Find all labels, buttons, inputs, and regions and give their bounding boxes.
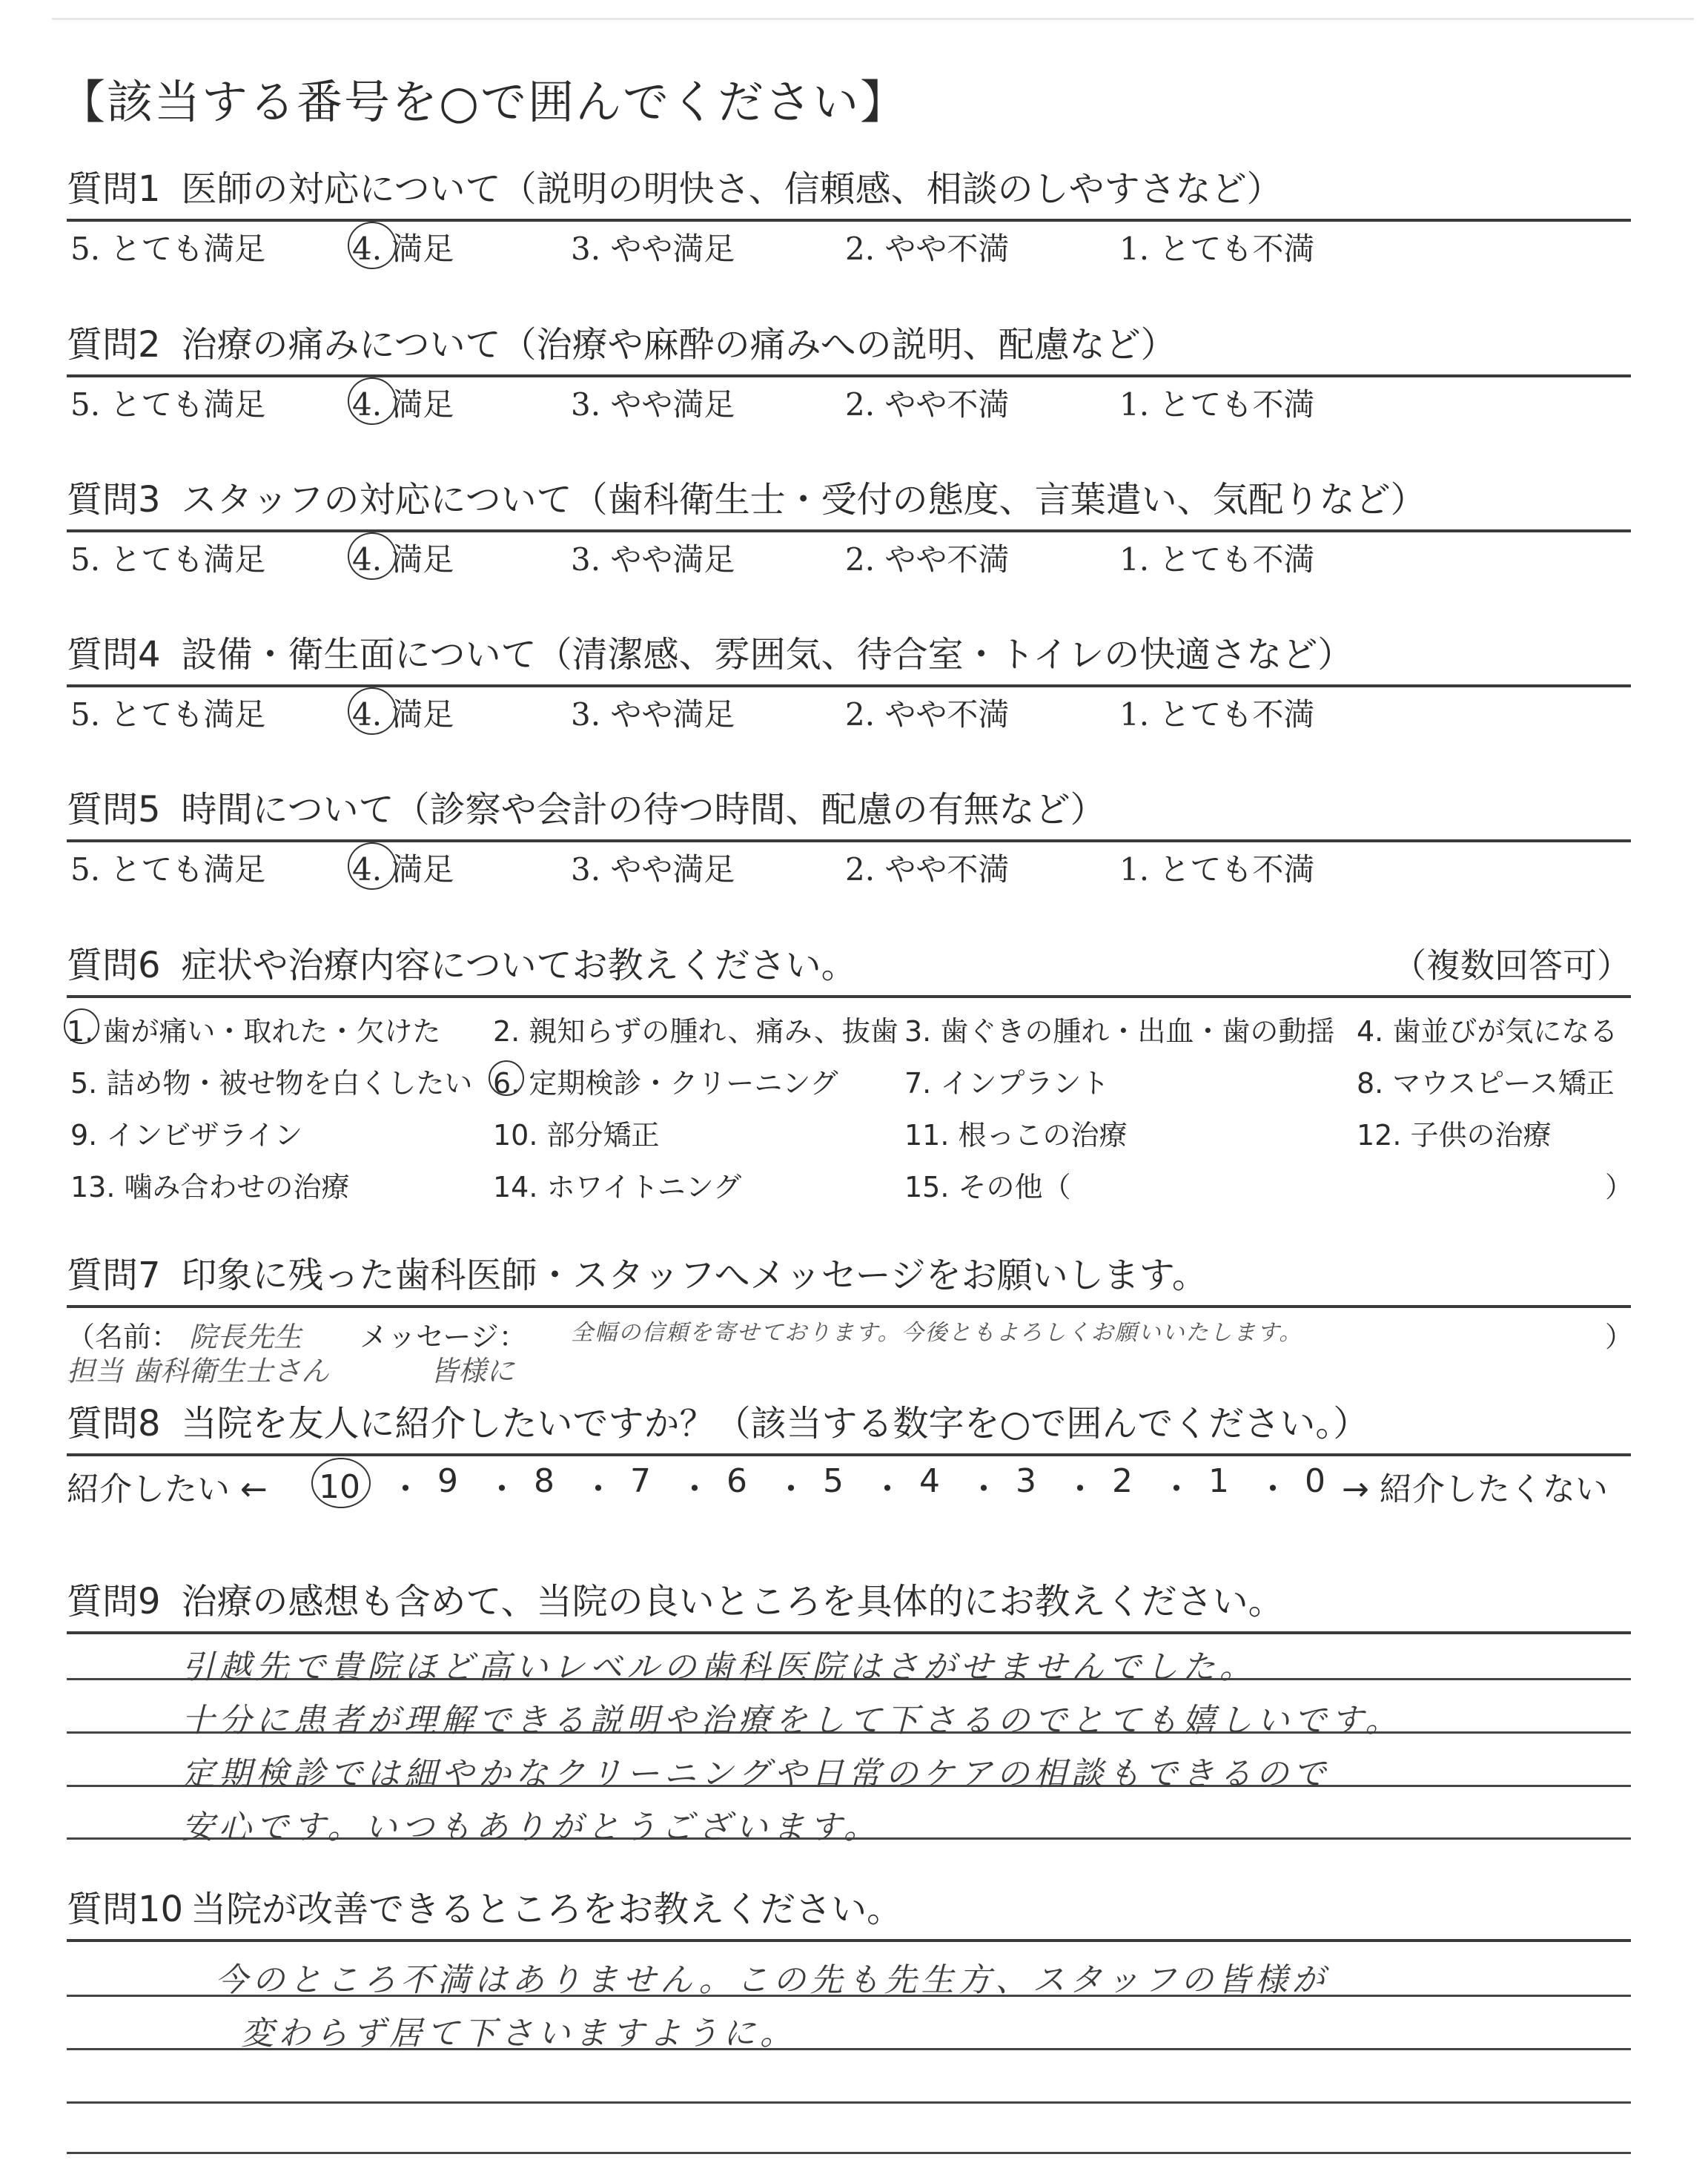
selection-circle: [348, 377, 397, 425]
scale-dot: ・: [389, 1470, 422, 1508]
scale-dot: ・: [871, 1470, 904, 1508]
question-rule: [67, 1939, 1631, 1942]
selection-circle: [348, 687, 397, 735]
symptom-option-9[interactable]: 9. インビザライン: [70, 1119, 303, 1152]
option-3[interactable]: 3. やや満足: [571, 851, 735, 888]
question-7-title: [67, 1246, 1631, 1305]
question-2: [67, 315, 1631, 422]
page-header: 【該当する番号を○で囲んでください】: [59, 75, 908, 129]
question-2-title: [67, 315, 1631, 374]
scale-dot: ・: [775, 1470, 807, 1508]
question-9-title: [67, 1572, 1631, 1631]
option-2[interactable]: 2. やや不満: [845, 541, 1010, 578]
question-number: 質問8: [67, 1403, 161, 1444]
question-10-title: [67, 1880, 1631, 1939]
rating-options: [67, 377, 1631, 422]
recommend-scale: 紹介したい ← 10 ・ 9 ・ 8 ・ 7 ・ 6 ・ 5 ・ 4 ・ 3 ・ 2 ・ 1 ・ 0 → 紹介したくない: [67, 1456, 1631, 1508]
selection-circle: [64, 1008, 99, 1044]
question-3: [67, 470, 1631, 577]
symptom-option-5[interactable]: 5. 詰め物・被せ物を白くしたい: [70, 1067, 473, 1100]
question-number: 質問2: [67, 324, 161, 366]
question-text: 症状や治療内容についてお教えください。: [181, 945, 857, 986]
option-5[interactable]: 5. とても満足: [70, 541, 266, 578]
scale-dot: ・: [967, 1470, 1000, 1508]
option-5[interactable]: 5. とても満足: [70, 386, 266, 423]
question-number: 質問4: [67, 634, 161, 676]
symptom-option-15-close: ）: [1605, 1171, 1634, 1203]
option-3[interactable]: 3. やや満足: [571, 386, 735, 423]
selection-circle: [348, 532, 397, 580]
multiple-answer-note: （複数回答可）: [1392, 945, 1631, 985]
option-1[interactable]: 1. とても不満: [1119, 386, 1315, 423]
scale-value-3[interactable]: 3: [1016, 1462, 1036, 1500]
answer-line-2: 十分に患者が理解できる説明や治療をして下さるのでとても嬉しいです。: [182, 1702, 1403, 1740]
question-text: 設備・衛生面について（清潔感、雰囲気、待合室・トイレの快適さなど）: [181, 634, 1354, 676]
question-5: [67, 780, 1631, 887]
scale-value-6[interactable]: 6: [726, 1462, 747, 1500]
scale-value-9[interactable]: 9: [437, 1462, 458, 1500]
scale-value-7[interactable]: 7: [630, 1462, 651, 1500]
option-2[interactable]: 2. やや不満: [845, 851, 1010, 888]
symptom-option-6-selected[interactable]: 6. 定期検診・クリーニング: [493, 1060, 838, 1101]
staff-name-handwritten: 院長先生: [189, 1321, 302, 1353]
answer-line-4: 安心です。いつもありがとうございます。: [182, 1809, 881, 1846]
writing-line: [67, 2101, 1631, 2104]
selection-circle: [348, 842, 397, 890]
question-9: [67, 1572, 1631, 1634]
symptom-option-4[interactable]: 4. 歯並びが気になる: [1357, 1015, 1618, 1048]
top-border: [52, 18, 1694, 20]
improvement-line-2: 変わらず居て下さいますように。: [241, 2015, 797, 2052]
option-1[interactable]: 1. とても不満: [1119, 696, 1315, 733]
question-text: 時間について（診察や会計の待つ時間、配慮の有無など）: [181, 789, 1106, 830]
option-4-selected[interactable]: 4. 満足: [352, 535, 454, 580]
option-5[interactable]: 5. とても満足: [70, 851, 266, 888]
option-2[interactable]: 2. やや不満: [845, 231, 1010, 267]
symptom-option-1-selected[interactable]: 1. 歯が痛い・取れた・欠けた: [67, 1008, 440, 1049]
scale-dot: ・: [486, 1470, 518, 1508]
question-1-title: [67, 159, 1631, 219]
question-text: 治療の感想も含めて、当院の良いところを具体的にお教えください。: [181, 1581, 1284, 1622]
scale-right-label: → 紹介したくない: [1342, 1470, 1608, 1508]
option-5[interactable]: 5. とても満足: [70, 231, 266, 267]
scale-dot: ・: [1257, 1470, 1289, 1508]
question-7: [67, 1246, 1634, 1387]
question-6: [67, 936, 1634, 1213]
symptom-option-10[interactable]: 10. 部分矯正: [493, 1119, 660, 1152]
scale-value-2[interactable]: 2: [1112, 1462, 1133, 1500]
question-8-title: [67, 1394, 1631, 1453]
writing-line: [67, 2152, 1631, 2154]
question-4-title: [67, 625, 1631, 684]
question-text: 当院を友人に紹介したいですか？（該当する数字を○で囲んでください。）: [181, 1403, 1369, 1444]
question-number: 質問10: [67, 1889, 184, 1930]
question-text: 当院が改善できるところをお教えください。: [191, 1889, 903, 1930]
question-text: 治療の痛みについて（治療や麻酔の痛みへの説明、配慮など）: [181, 324, 1176, 366]
question-number: 質問9: [67, 1581, 161, 1622]
message-handwritten: 全幅の信頼を寄せております。今後ともよろしくお願いいたします。: [571, 1320, 1303, 1346]
option-3[interactable]: 3. やや満足: [571, 696, 735, 733]
option-5[interactable]: 5. とても満足: [70, 696, 266, 733]
scale-dot: ・: [678, 1470, 711, 1508]
option-3[interactable]: 3. やや満足: [571, 541, 735, 578]
question-number: 質問1: [67, 168, 161, 210]
rating-options: [67, 842, 1631, 887]
scale-value-4[interactable]: 4: [919, 1462, 940, 1500]
option-1[interactable]: 1. とても不満: [1119, 851, 1315, 888]
symptom-option-11[interactable]: 11. 根っこの治療: [904, 1119, 1128, 1152]
question-number: 質問7: [67, 1255, 161, 1296]
option-2[interactable]: 2. やや不満: [845, 386, 1010, 423]
question-6-title: [67, 936, 1631, 995]
selection-circle: [489, 1060, 524, 1096]
question-number: 質問3: [67, 479, 161, 521]
symptom-option-13[interactable]: 13. 噛み合わせの治療: [70, 1171, 350, 1203]
symptom-option-8[interactable]: 8. マウスピース矯正: [1357, 1067, 1615, 1100]
option-1[interactable]: 1. とても不満: [1119, 231, 1315, 267]
symptom-option-3[interactable]: 3. 歯ぐきの腫れ・出血・歯の動揺: [904, 1015, 1335, 1048]
symptom-option-2[interactable]: 2. 親知らずの腫れ、痛み、抜歯: [493, 1015, 898, 1048]
option-1[interactable]: 1. とても不満: [1119, 541, 1315, 578]
scale-dot: ・: [1064, 1470, 1096, 1508]
rating-options: [67, 222, 1631, 266]
question-text: 医師の対応について（説明の明快さ、信頼感、相談のしやすさなど）: [181, 168, 1282, 210]
message-handwritten-prefix: 皆様に: [430, 1355, 515, 1387]
symptom-option-14[interactable]: 14. ホワイトニング: [493, 1171, 742, 1203]
scale-value-5[interactable]: 5: [823, 1462, 844, 1500]
option-2[interactable]: 2. やや不満: [845, 696, 1010, 733]
scale-value-8[interactable]: 8: [534, 1462, 555, 1500]
close-paren: ）: [1605, 1321, 1634, 1353]
question-5-title: [67, 780, 1631, 839]
option-4-selected[interactable]: 4. 満足: [352, 690, 454, 735]
question-number: 質問6: [67, 945, 161, 986]
rating-options: [67, 532, 1631, 577]
improvement-line-1: 今のところ不満はありません。この先も先生方、スタッフの皆様が: [215, 1961, 1329, 1999]
scale-value-1[interactable]: 1: [1208, 1462, 1229, 1500]
symptom-option-15[interactable]: 15. その他（: [904, 1171, 1071, 1203]
rating-options: [67, 687, 1631, 732]
scale-value-0[interactable]: 0: [1305, 1462, 1325, 1500]
scale-dot: ・: [1160, 1470, 1193, 1508]
scale-dot: ・: [582, 1470, 615, 1508]
question-number: 質問5: [67, 789, 161, 830]
option-3[interactable]: 3. やや満足: [571, 231, 735, 267]
selection-circle: [348, 222, 397, 269]
option-4-selected[interactable]: 4. 満足: [352, 845, 454, 890]
symptom-options: [67, 998, 1634, 1213]
answer-line-3: 定期検診では細やかなクリーニングや日常のケアの相談もできるので: [182, 1755, 1331, 1793]
question-10: [67, 1880, 1631, 1942]
option-4-selected[interactable]: 4. 満足: [352, 380, 454, 425]
question-3-title: [67, 470, 1631, 529]
staff-role-handwritten: 担当 歯科衛生士さん: [67, 1355, 330, 1387]
message-label: メッセージ：: [360, 1321, 527, 1353]
message-area: [67, 1308, 1634, 1387]
question-4: [67, 625, 1631, 732]
symptom-option-7[interactable]: 7. インプラント: [904, 1067, 1110, 1100]
option-4-selected[interactable]: 4. 満足: [352, 225, 454, 269]
question-text: スタッフの対応について（歯科衛生士・受付の態度、言葉遣い、気配りなど）: [181, 479, 1426, 521]
scale-left-label: 紹介したい ←: [67, 1470, 268, 1508]
question-text: 印象に残った歯科医師・スタッフへメッセージをお願いします。: [181, 1255, 1208, 1296]
question-8: [67, 1394, 1631, 1508]
question-1: [67, 159, 1631, 266]
name-label: （名前：: [67, 1321, 180, 1353]
symptom-option-12[interactable]: 12. 子供の治療: [1357, 1119, 1552, 1152]
answer-line-1: 引越先で貴院ほど高いレベルの歯科医院はさがせませんでした。: [182, 1648, 1257, 1686]
question-rule: [67, 1631, 1631, 1634]
